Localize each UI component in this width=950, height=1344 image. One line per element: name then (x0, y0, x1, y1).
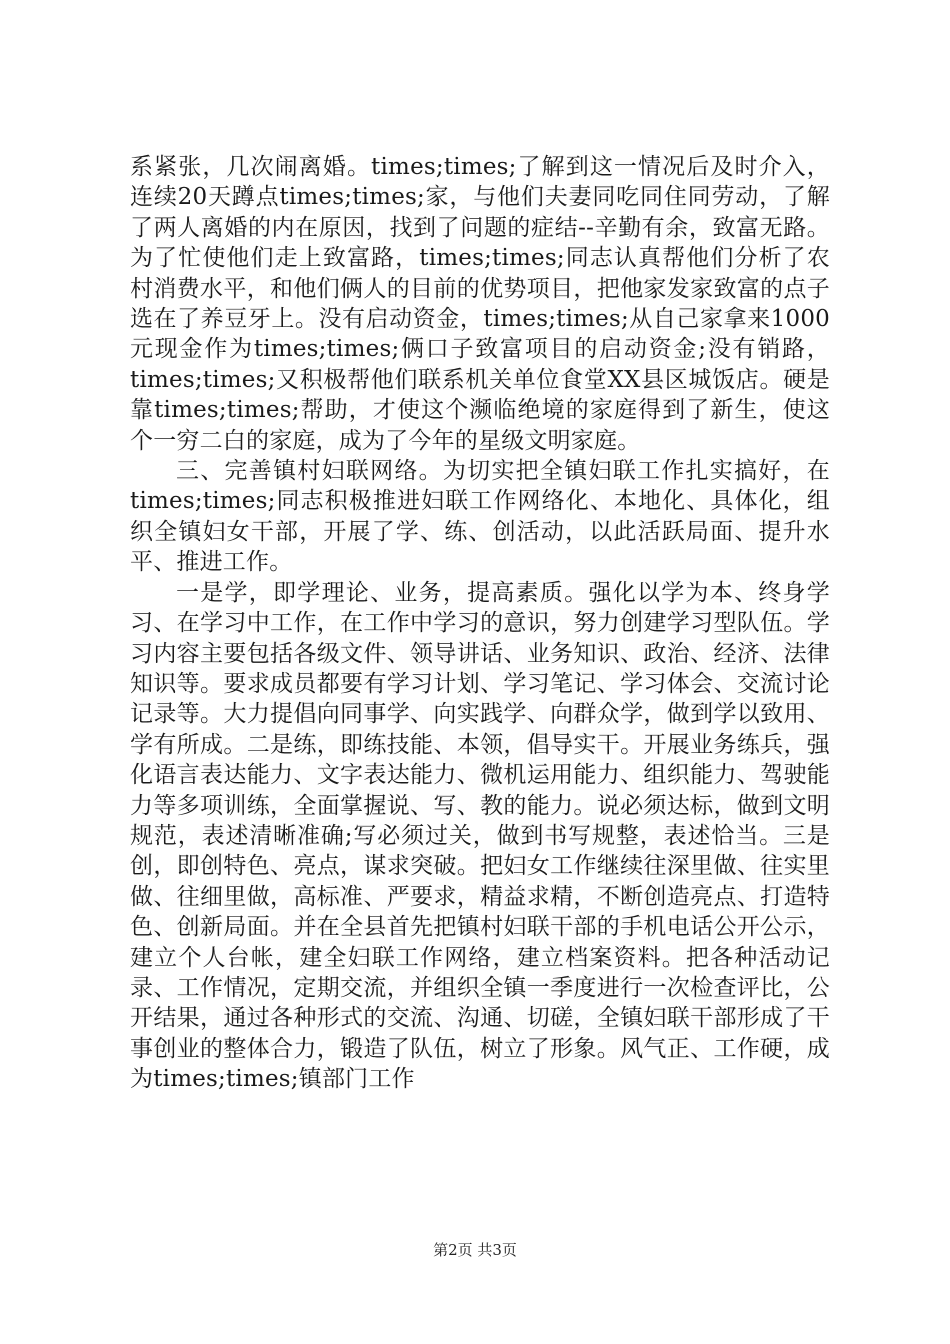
paragraph-section-three: 三、完善镇村妇联网络。为切实把全镇妇联工作扎实搞好，在times;times;同志积极推进妇联工作网络化、本地化、具体化，组织全镇妇女干部，开展了学、练、创活动，以此活跃局面、提升水平、推进工作。 (130, 458, 830, 576)
paragraph-learn-practice-create: 一是学，即学理论、业务，提高素质。强化以学为本、终身学习、在学习中工作，在工作中学习的意识，努力创建学习型队伍。学习内容主要包括各级文件、领导讲话、业务知识、政治、经济、法律知识等。要求成员都要有学习计划、学习笔记、学习体会、交流讨论记录等。大力提倡向同事学、向实践学、向群众学，做到学以致用、学有所成。二是练，即练技能、本领，倡导实干。开展业务练兵，强化语言表达能力、文字表达能力、微机运用能力、组织能力、驾驶能力等多项训练，全面掌握说、写、教的能力。说必须达标，做到文明规范，表述清晰准确;写必须过关，做到书写规整，表述恰当。三是创，即创特色、亮点，谋求突破。把妇女工作继续往深里做、往实里做、往细里做，高标准、严要求，精益求精，不断创造亮点、打造特色、创新局面。并在全县首先把镇村妇联干部的手机电话公开公示，建立个人台帐，建全妇联工作网络，建立档案资料。把各种活动记录、工作情况，定期交流，并组织全镇一季度进行一次检查评比，公开结果，通过各种形式的交流、沟通、切磋，全镇妇联干部形成了干事创业的整体合力，锻造了队伍，树立了形象。风气正、工作硬，成为times;times;镇部门工作 (130, 579, 830, 1093)
document-body (130, 152, 830, 1095)
page-footer (0, 1240, 950, 1260)
page-number-label: 第2页 共3页 (433, 1241, 517, 1259)
paragraph-continuation: 系紧张，几次闹离婚。times;times;了解到这一情况后及时介入，连续20天蹲点times;times;家，与他们夫妻同吃同住同劳动，了解了两人离婚的内在原因，找到了问题的症结--辛勤有余，致富无路。为了忙使他们走上致富路，times;times;同志认真帮他们分析了农村消费水平，和他们俩人的目前的优势项目，把他家发家致富的点子选在了养豆牙上。没有启动资金，times;times;从自己家拿来1000元现金作为times;times;俩口子致富项目的启动资金;没有销路，times;times;又积极帮他们联系机关单位食堂XX县区城饭店。硬是靠times;times;帮助，才使这个濒临绝境的家庭得到了新生，使这个一穷二白的家庭，成为了今年的星级文明家庭。 (130, 154, 830, 454)
